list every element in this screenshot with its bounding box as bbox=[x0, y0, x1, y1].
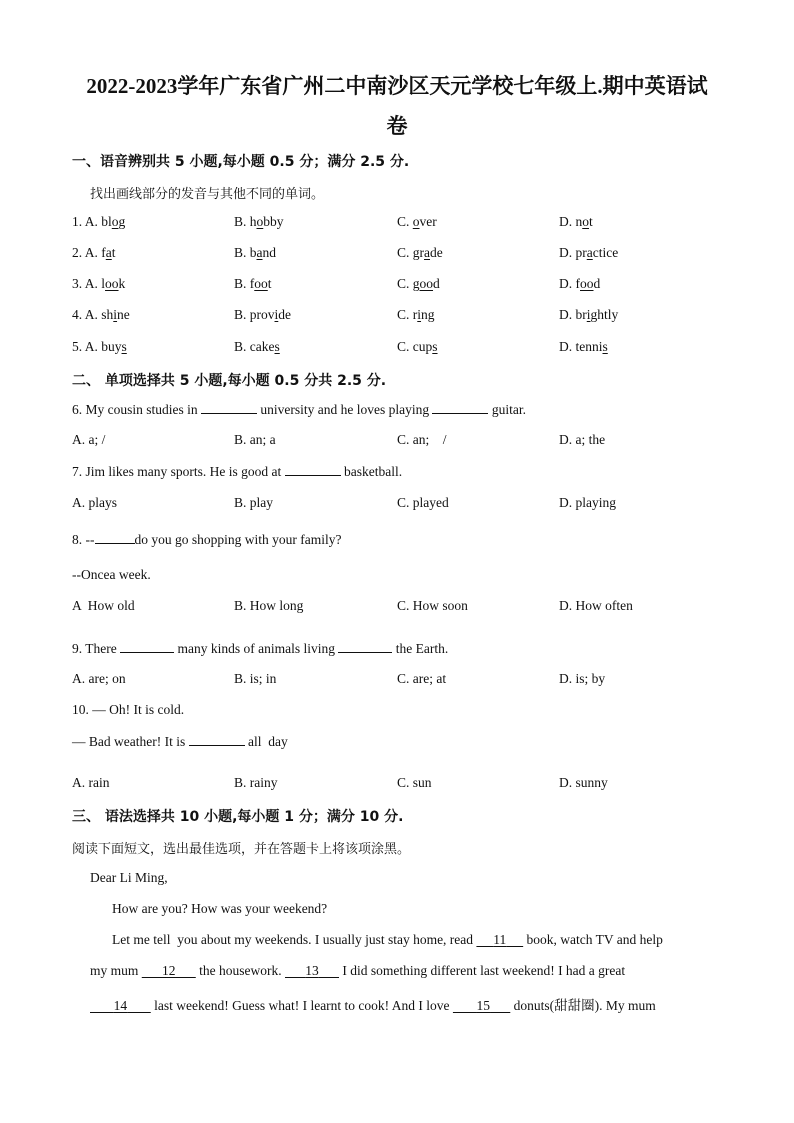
q9-option-a: A. are; on bbox=[72, 671, 126, 686]
q3-option-b bbox=[234, 276, 272, 292]
blank-12 bbox=[142, 963, 196, 978]
q6-text-1: 6. My cousin studies in bbox=[72, 402, 198, 417]
q5-option-b bbox=[234, 339, 280, 355]
word-start: tenni bbox=[575, 339, 603, 354]
q9-text-3: the Earth. bbox=[395, 641, 449, 656]
word-end: k bbox=[118, 276, 126, 291]
q6-text-2: university and he loves playing bbox=[260, 402, 430, 417]
question-6 bbox=[72, 401, 526, 418]
question-8 bbox=[72, 531, 341, 548]
q8-option-c: C. How soon bbox=[397, 598, 468, 613]
word-start: h bbox=[249, 214, 257, 229]
option-label: 1. A. bbox=[72, 214, 102, 229]
page-title: 2022-2023学年广东省广州二中南沙区天元学校七年级上.期中英语试 bbox=[86, 74, 708, 98]
q2-option-d bbox=[559, 245, 618, 261]
section2-heading: 二、 单项选择共 5 小题,每小题 0.5 分共 2.5 分. bbox=[72, 373, 387, 389]
q8-blank bbox=[95, 531, 135, 544]
option-label: B. bbox=[234, 276, 250, 291]
option-label: D. bbox=[559, 339, 576, 354]
section3-heading: 三、 语法选择共 10 小题,每小题 1 分；满分 10 分. bbox=[72, 809, 404, 825]
q8-option-b: B. How long bbox=[234, 598, 304, 613]
blank-15 bbox=[453, 998, 510, 1013]
option-label: C. bbox=[397, 339, 413, 354]
option-label: C. bbox=[397, 307, 413, 322]
option-label: B. bbox=[234, 307, 250, 322]
word-end: ctice bbox=[592, 245, 619, 260]
underlined-letters: s bbox=[602, 339, 608, 354]
q10-option-d: D. sunny bbox=[559, 775, 608, 790]
underlined-letters: s bbox=[432, 339, 438, 354]
word-end: d bbox=[433, 276, 440, 291]
q4-option-d bbox=[559, 307, 618, 323]
word-start: pr bbox=[575, 245, 587, 260]
section1-heading: 一、语音辨别共 5 小题,每小题 0.5 分；满分 2.5 分. bbox=[72, 154, 410, 170]
word-end: t bbox=[589, 214, 593, 229]
underlined-letters: s bbox=[121, 339, 127, 354]
q8-option-a: A How old bbox=[72, 598, 135, 613]
letter-line-1: How are you? How was your weekend? bbox=[112, 901, 328, 916]
question-7 bbox=[72, 463, 402, 480]
blank-13 bbox=[285, 963, 339, 978]
word-end: de bbox=[278, 307, 292, 322]
underlined-letters: oo bbox=[419, 276, 434, 291]
letter-line-2 bbox=[112, 932, 663, 948]
q5-option-a bbox=[72, 339, 127, 355]
word-start: l bbox=[101, 276, 106, 291]
blank-15-number: 15 bbox=[476, 998, 491, 1013]
underlined-letters: oo bbox=[254, 276, 268, 291]
blank-14 bbox=[90, 998, 151, 1013]
blank-14-number: 14 bbox=[113, 998, 128, 1013]
option-label: D. bbox=[559, 276, 576, 291]
word-start: r bbox=[412, 307, 418, 322]
underlined-letters: a bbox=[256, 245, 263, 260]
q8-option-d: D. How often bbox=[559, 598, 633, 613]
q10-text-2: all day bbox=[247, 734, 288, 749]
option-label: D. bbox=[559, 214, 576, 229]
blank-12-number: 12 bbox=[162, 963, 176, 978]
q4-option-c bbox=[397, 307, 435, 323]
q9-option-d: D. is; by bbox=[559, 671, 606, 686]
underlined-letters: a bbox=[586, 245, 593, 260]
word-start: n bbox=[575, 214, 583, 229]
word-end: g bbox=[118, 214, 126, 229]
word-end: d bbox=[593, 276, 601, 291]
q5-option-c bbox=[397, 339, 438, 355]
blank-11-number: 11 bbox=[493, 932, 507, 947]
letter-text-3c: I did something different last weekend! I had a great bbox=[342, 963, 626, 978]
letter-line-3 bbox=[90, 963, 625, 979]
q10-text-1: — Bad weather! It is bbox=[72, 734, 186, 749]
q10-option-c: C. sun bbox=[397, 775, 432, 790]
q9-text-1: 9. There bbox=[72, 641, 117, 656]
q8-text-1: 8. -- bbox=[72, 532, 95, 547]
word-start: bl bbox=[101, 214, 112, 229]
q6-blank-2 bbox=[432, 401, 488, 414]
underlined-letters: i bbox=[586, 307, 591, 322]
word-end: bby bbox=[263, 214, 284, 229]
letter-text-4b: donuts(甜甜圈). My mum bbox=[513, 998, 656, 1013]
q10-option-a: A. rain bbox=[72, 775, 110, 790]
q6-option-d: D. a; the bbox=[559, 432, 606, 447]
q7-option-b: B. play bbox=[234, 495, 273, 510]
underlined-letters: oo bbox=[580, 276, 594, 291]
q6-text-3: guitar. bbox=[491, 402, 526, 417]
q10-line-2 bbox=[72, 733, 288, 750]
underlined-letters: i bbox=[274, 307, 279, 322]
word-end: t bbox=[267, 276, 272, 291]
q6-option-b: B. an; a bbox=[234, 432, 276, 447]
underlined-letters: o bbox=[412, 214, 420, 229]
word-end: ghtly bbox=[590, 307, 619, 322]
blank-11 bbox=[476, 932, 523, 947]
underlined-letters: o bbox=[582, 214, 589, 229]
word-end: nd bbox=[262, 245, 277, 260]
q6-blank-1 bbox=[201, 401, 257, 414]
q7-text-2: basketball. bbox=[344, 464, 403, 479]
q7-text-1: 7. Jim likes many sports. He is good at bbox=[72, 464, 282, 479]
q9-blank-2 bbox=[338, 640, 392, 653]
letter-text-2a: Let me tell you about my weekends. I usually just stay home, read bbox=[112, 932, 474, 947]
q3-option-a bbox=[72, 276, 125, 292]
q10-option-b: B. rainy bbox=[234, 775, 278, 790]
option-label: 2. A. bbox=[72, 245, 102, 260]
word-start: f bbox=[575, 276, 580, 291]
underlined-letters: o bbox=[111, 214, 119, 229]
q2-option-a bbox=[72, 245, 116, 261]
q5-option-d bbox=[559, 339, 608, 355]
section1-instruction: 找出画线部分的发音与其他不同的单词。 bbox=[90, 187, 325, 202]
q7-blank bbox=[285, 463, 341, 476]
word-start: prov bbox=[249, 307, 275, 322]
q1-option-c bbox=[397, 214, 437, 230]
underlined-letters: i bbox=[113, 307, 118, 322]
word-end: ne bbox=[117, 307, 130, 322]
letter-text-4a: last weekend! Guess what! I learnt to cook! And I love bbox=[154, 998, 450, 1013]
question-10: 10. — Oh! It is cold. bbox=[72, 702, 185, 717]
underlined-letters: a bbox=[105, 245, 112, 260]
word-start: sh bbox=[101, 307, 114, 322]
underlined-letters: oo bbox=[105, 276, 119, 291]
letter-line-4 bbox=[90, 994, 656, 1014]
option-label: 4. A. bbox=[72, 307, 102, 322]
word-end: ng bbox=[421, 307, 435, 322]
word-start: g bbox=[412, 276, 420, 291]
q1-option-b bbox=[234, 214, 284, 230]
section3-instruction: 阅读下面短文，选出最佳选项，并在答题卡上将该项涂黑。 bbox=[72, 842, 411, 857]
option-label: D. bbox=[559, 307, 576, 322]
q4-option-b bbox=[234, 307, 291, 323]
option-label: B. bbox=[234, 339, 250, 354]
question-9 bbox=[72, 640, 448, 657]
letter-text-2b: book, watch TV and help bbox=[526, 932, 663, 947]
underlined-letters: o bbox=[256, 214, 264, 229]
option-label: D. bbox=[559, 245, 576, 260]
option-label: C. bbox=[397, 245, 413, 260]
underlined-letters: i bbox=[417, 307, 422, 322]
q10-blank bbox=[189, 733, 245, 746]
q8-text-2: do you go shopping with your family? bbox=[134, 532, 342, 547]
q7-option-d: D. playing bbox=[559, 495, 616, 510]
q4-option-a bbox=[72, 307, 130, 323]
word-start: cake bbox=[249, 339, 275, 354]
q8-answer-line: --Oncea week. bbox=[72, 567, 151, 582]
word-end: de bbox=[430, 245, 443, 260]
letter-text-3a: my mum bbox=[90, 963, 139, 978]
q6-option-a: A. a; / bbox=[72, 432, 106, 447]
word-start: gr bbox=[412, 245, 425, 260]
option-label: C. bbox=[397, 214, 413, 229]
q1-option-d bbox=[559, 214, 593, 230]
option-label: B. bbox=[234, 245, 250, 260]
word-start: cup bbox=[412, 339, 433, 354]
q2-option-b bbox=[234, 245, 276, 261]
underlined-letters: s bbox=[274, 339, 280, 354]
q9-option-b: B. is; in bbox=[234, 671, 277, 686]
q3-option-d bbox=[559, 276, 600, 292]
blank-13-number: 13 bbox=[305, 963, 319, 978]
letter-text-3b: the housework. bbox=[199, 963, 282, 978]
word-start: br bbox=[575, 307, 587, 322]
word-start: f bbox=[249, 276, 255, 291]
q9-blank-1 bbox=[120, 640, 174, 653]
q6-option-c: C. an; / bbox=[397, 432, 447, 447]
q9-option-c: C. are; at bbox=[397, 671, 447, 686]
underlined-letters: a bbox=[424, 245, 431, 260]
letter-greeting: Dear Li Ming, bbox=[90, 870, 168, 885]
q7-option-a: A. plays bbox=[72, 495, 117, 510]
word-start: f bbox=[101, 245, 106, 260]
q9-text-2: many kinds of animals living bbox=[177, 641, 335, 656]
option-label: B. bbox=[234, 214, 250, 229]
q1-option-a bbox=[72, 214, 125, 230]
option-label: C. bbox=[397, 276, 413, 291]
option-label: 5. A. bbox=[72, 339, 102, 354]
q7-option-c: C. played bbox=[397, 495, 449, 510]
word-start: buy bbox=[101, 339, 122, 354]
option-label: 3. A. bbox=[72, 276, 102, 291]
q2-option-c bbox=[397, 245, 443, 261]
page-title-continued: 卷 bbox=[386, 114, 408, 138]
word-end: t bbox=[111, 245, 116, 260]
q3-option-c bbox=[397, 276, 440, 292]
word-end: ver bbox=[419, 214, 437, 229]
word-start: b bbox=[249, 245, 257, 260]
